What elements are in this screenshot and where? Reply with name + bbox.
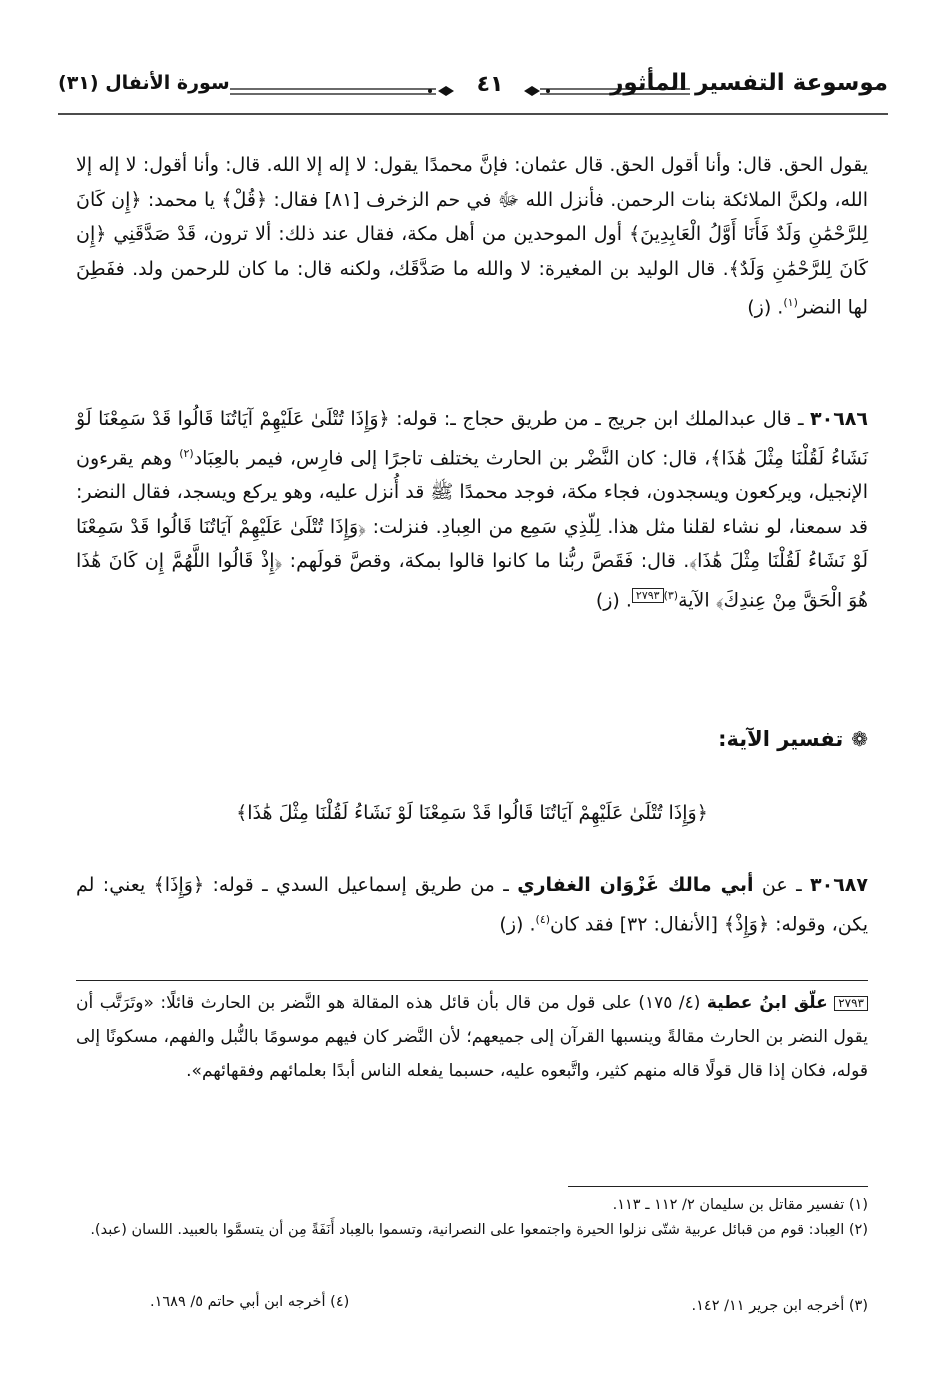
commentary-ref-badge[interactable]: ٢٧٩٣ xyxy=(632,588,664,603)
book-title: موسوعة التفسير المأثور xyxy=(610,70,888,96)
narrator-name: أبي مالك غَزْوَان الغفاري xyxy=(517,874,754,896)
footnote-3: (٣) أخرجه ابن جرير ١١/ ١٤٢. xyxy=(691,1298,868,1314)
paragraph-continuation xyxy=(76,148,868,325)
narration-text: ـ قال عبدالملك ابن جريج ـ من طريق حجاج ـ: قوله: ﴿وَإِذَا تُتْلَىٰ عَلَيْهِمْ آيَاتُنَا قَالُوا قَدْ سَمِعْنَا لَوْ نَشَاءُ لَقُلْنَا مِثْلَ هَٰذَا﴾، قال: كان النَّضْر بن الحارث يختلف تاجرًا إلى فارِس، فيمر بالعِبَاد xyxy=(76,408,868,469)
footnote-2: (٢) العِباد: قوم من قبائل عربية شتّى نزلوا الحيرة واجتمعوا على النصرانية، وتسموا بالعِباد أَنَفَةً مِن أن يتسمَّوا بالعبيد. اللسان (عبد). xyxy=(90,1222,868,1238)
section-title: تفسير الآية: xyxy=(718,727,844,751)
source-marker: . (ز) xyxy=(499,912,536,935)
footnote-divider xyxy=(568,1186,868,1187)
narration-text: ـ من طريق إسماعيل السدي ـ قوله: ﴿وَإِذَا﴾ يعني: لم يكن، وقوله: ﴿وَإِذْ﴾ [الأنفال: ٣٢] فقد كان xyxy=(76,874,868,935)
flower-ornament-icon: ❁ xyxy=(851,727,868,751)
commentary-text: (٤/ ١٧٥) على قول من قال بأن قائل هذه المقالة هو النَّضر بن الحارث قائلًا: «وتَرَتَّب أن يقول النضر بن الحارث مقالةً وينسبها القرآن إلى جميعهم؛ لأن النَّضر كان فيهم موسومًا بالنُّبل والفهم، مسكونًا إلى قوله، فكان إذا قال قولًا قاله منهم كثير، واتَّبعوه عليه، حسبما يفعله الناس أبدًا بعلمائهم وفقهائهم». xyxy=(76,993,868,1081)
narration-number: ٣٠٦٨٧ xyxy=(810,874,868,896)
footnote-ref[interactable]: (١) xyxy=(783,296,798,309)
narration-30686 xyxy=(76,402,868,618)
paragraph-text: يقول الحق. قال: وأنا أقول الحق. قال عثمان: فإنَّ محمدًا يقول: لا إله إلا الله. قال: وأنا أقول: لا إله إلا الله، ولكنَّ الملائكة بنات الرحمن. فأنزل الله ﷻ في حم الزخرف [٨١] فقال: ﴿قُلْ﴾ يا محمد: ﴿إِن كَانَ لِلرَّحْمَٰنِ وَلَدٌ فَأَنَا أَوَّلُ الْعَابِدِينَ﴾ أول الموحدين من أهل مكة، فقال عند ذلك: ألا ترون، قَدْ صَدَّقَنِي ﴿إِن كَانَ لِلرَّحْمَٰنِ وَلَدٌ﴾. قال الوليد بن المغيرة: لا والله ما صَدَّقَك، ولكنه قال: ما كان للرحمن ولد. ففَطِنَ لها النضر xyxy=(76,154,868,319)
narration-30687 xyxy=(76,868,868,941)
commentary-number-badge: ٢٧٩٣ xyxy=(834,996,868,1011)
source-marker: . (ز) xyxy=(747,296,784,319)
commentary-block xyxy=(76,986,868,1088)
section-heading xyxy=(718,727,868,751)
surah-title: سورة الأنفال (٣١) xyxy=(58,72,230,94)
narration-text: وهم يقرءون الإنجيل، ويركعون ويسجدون، فجاء مكة، فوجد محمدًا ﷺ قد أُنزل عليه، وهو يركع ويسجد، فقال النضر: قد سمعنا، لو نشاء لقلنا مثل هذا. لِلّذِي سَمِع من العِبادِ. فنزلت: ﴿وَإِذَا تُتْلَىٰ عَلَيْهِمْ آيَاتُنَا قَالُوا قَدْ سَمِعْنَا لَوْ نَشَاءُ لَقُلْنَا مِثْلَ هَٰذَا﴾. قال: فَقَصَّ ربُّنا ما كانوا قالوا بمكة، وقصَّ قولَهم: ﴿إِذْ قَالُوا اللَّهُمَّ إِن كَانَ هَٰذَا هُوَ الْحَقَّ مِنْ عِندِكَ﴾ الآية xyxy=(76,446,868,612)
page-header xyxy=(58,68,888,116)
source-marker: . (ز) xyxy=(595,589,632,612)
commentary-divider xyxy=(76,980,868,981)
narration-text: ـ عن xyxy=(753,874,811,896)
footnote-ref[interactable]: (٣) xyxy=(663,588,679,602)
footnote-1: (١) تفسير مقاتل بن سليمان ٢/ ١١٢ ـ ١١٣. xyxy=(612,1197,868,1213)
commentary-author: علّق ابنُ عطية xyxy=(706,993,828,1013)
footnote-ref[interactable]: (٢) xyxy=(179,446,194,460)
footnote-ref[interactable]: (٤) xyxy=(535,912,551,926)
narration-number: ٣٠٦٨٦ xyxy=(810,408,868,430)
quran-verse: ﴿وَإِذَا تُتْلَىٰ عَلَيْهِمْ آيَاتُنَا قَالُوا قَدْ سَمِعْنَا لَوْ نَشَاءُ لَقُلْنَا مِثْلَ هَٰذَا﴾ xyxy=(236,802,708,824)
page-number: ٤١ xyxy=(476,72,504,97)
footnote-4: (٤) أخرجه ابن أبي حاتم ٥/ ١٦٨٩. xyxy=(150,1294,350,1310)
